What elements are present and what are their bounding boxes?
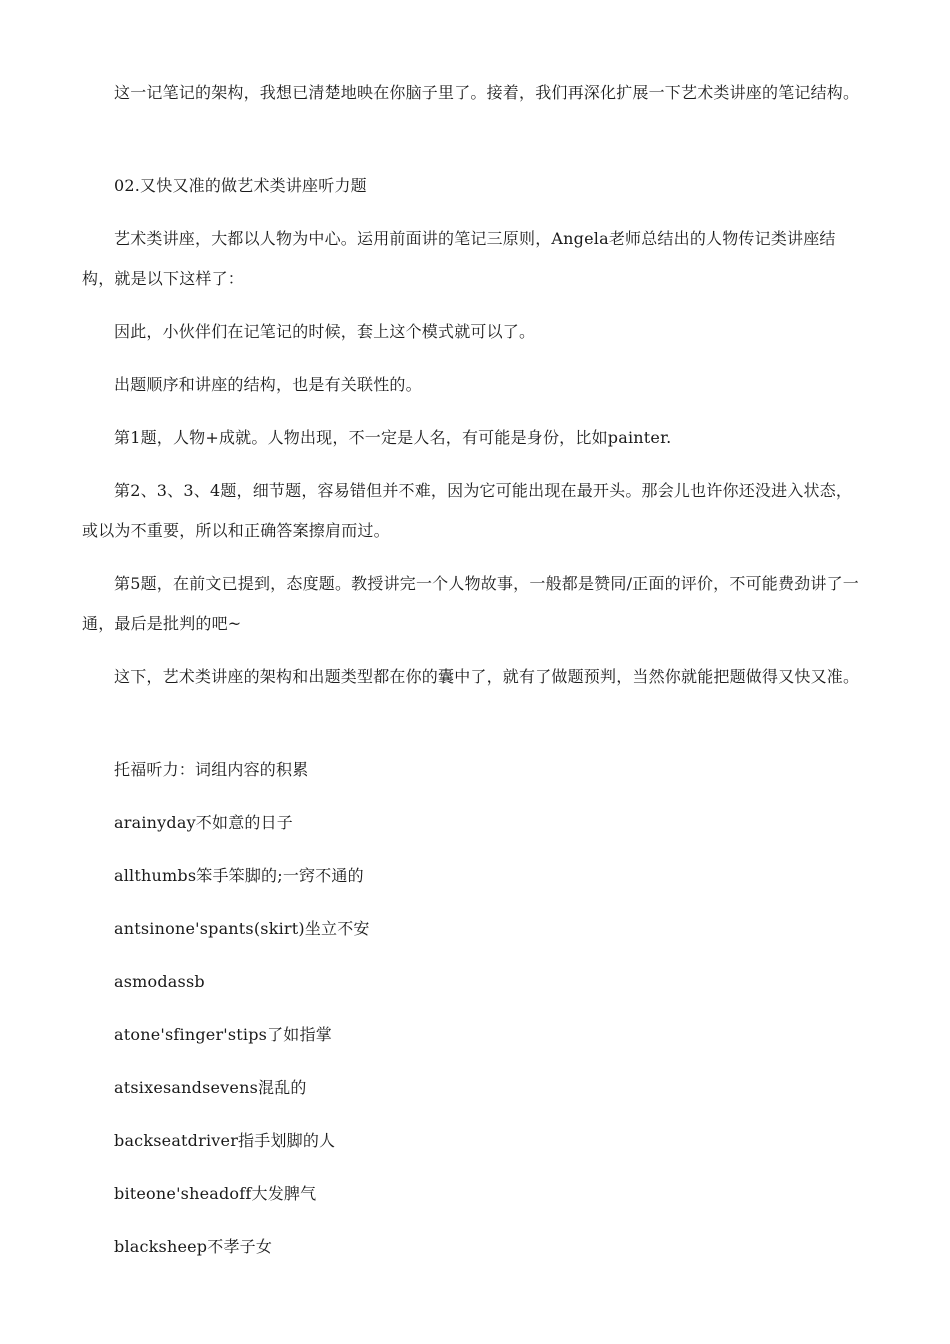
phrase-item: arainyday不如意的日子 bbox=[114, 813, 294, 832]
paragraph-summary: 这下，艺术类讲座的架构和出题类型都在你的囊中了，就有了做题预判，当然你就能把题做得又快又准。 bbox=[114, 667, 860, 686]
paragraph-question-order: 出题顺序和讲座的结构，也是有关联性的。 bbox=[114, 375, 422, 394]
phrase-item: atsixesandsevens混乱的 bbox=[114, 1078, 307, 1097]
phrase-item: allthumbs笨手笨脚的;一窍不通的 bbox=[114, 866, 364, 885]
paragraph-question-5: 第5题，在前文已提到，态度题。教授讲完一个人物故事，一般都是赞同/正面的评价，不可能费劲讲了一通，最后是批判的吧~ bbox=[82, 574, 859, 633]
phrase-item: blacksheep不孝子女 bbox=[114, 1237, 273, 1256]
phrase-item: backseatdriver指手划脚的人 bbox=[114, 1131, 336, 1150]
paragraph-apply-template: 因此，小伙伴们在记笔记的时候，套上这个模式就可以了。 bbox=[114, 322, 536, 341]
phrase-item: atone'sfinger'stips了如指掌 bbox=[114, 1025, 332, 1044]
paragraph-art-lecture: 艺术类讲座，大都以人物为中心。运用前面讲的笔记三原则，Angela老师总结出的人物传记类讲座结构，就是以下这样了： bbox=[82, 229, 836, 288]
section-heading-02: 02.又快又准的做艺术类讲座听力题 bbox=[114, 176, 367, 195]
phrase-item: biteone'sheadoff大发脾气 bbox=[114, 1184, 317, 1203]
phrase-item: asmodassb bbox=[114, 972, 205, 991]
paragraph-questions-2-4: 第2、3、3、4题，细节题，容易错但并不难，因为它可能出现在最开头。那会儿也许你还没进入状态，或以为不重要，所以和正确答案擦肩而过。 bbox=[82, 481, 853, 540]
paragraph-notes-structure: 这一记笔记的架构，我想已清楚地映在你脑子里了。接着，我们再深化扩展一下艺术类讲座的笔记结构。 bbox=[114, 83, 860, 102]
paragraph-question-1: 第1题，人物+成就。人物出现，不一定是人名，有可能是身份，比如painter. bbox=[114, 428, 672, 447]
phrase-item: antsinone'spants(skirt)坐立不安 bbox=[114, 919, 370, 938]
heading-phrase-accumulation: 托福听力：词组内容的积累 bbox=[114, 760, 309, 779]
